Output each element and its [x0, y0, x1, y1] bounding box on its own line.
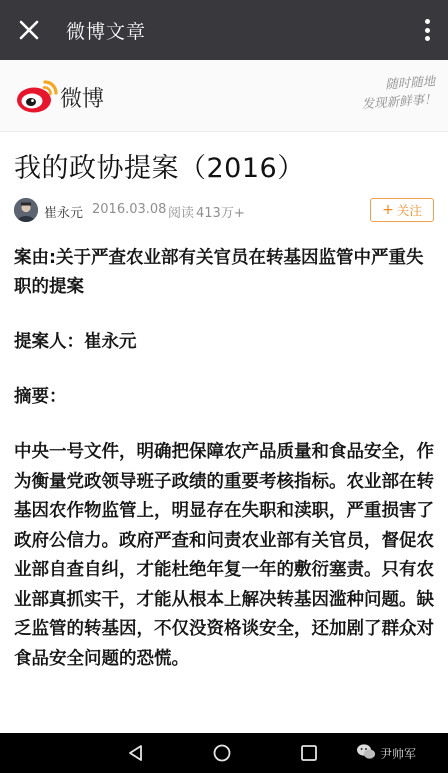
follow-label: 关注: [396, 203, 422, 218]
follow-button[interactable]: [370, 198, 434, 222]
article-body: [14, 244, 438, 674]
slogan-line-1: 随时随地: [384, 73, 436, 92]
case-paragraph: 案由:关于严查农业部有关官员在转基因监管中严重失职的提案: [14, 248, 424, 297]
publish-date: 2016.03.08: [92, 202, 167, 217]
abstract-heading: 摘要：: [14, 387, 67, 407]
slogan-line-2: 发现新鲜事！: [361, 91, 437, 112]
close-icon[interactable]: [14, 15, 44, 45]
wechat-icon: [356, 743, 376, 761]
plus-icon: +: [382, 202, 394, 218]
app-bar-title: 微博文章: [66, 21, 147, 43]
recent-square-icon[interactable]: [300, 744, 318, 762]
watermark-text: 尹帅军: [380, 747, 417, 761]
weibo-brand-header: [0, 60, 448, 132]
article-title: 我的政协提案（2016）: [14, 153, 305, 184]
back-triangle-icon[interactable]: [126, 743, 146, 763]
system-nav-bar: [0, 733, 448, 773]
app-bar: [0, 0, 448, 60]
author-name[interactable]: 崔永元: [44, 206, 84, 221]
weibo-logo-icon: [14, 76, 60, 116]
avatar[interactable]: [14, 198, 38, 222]
home-circle-icon[interactable]: [212, 743, 232, 763]
brand-slogan: [325, 72, 437, 116]
abstract-paragraph: 中央一号文件，明确把保障农产品质量和食品安全，作为衡量党政领导班子政绩的重要考核指标。农业部在转基因农作物监管上，明显存在失职和渎职，严重损害了政府公信力。政府严查和问责农业部有关官员，督促农业部自查自纠，才能杜绝年复一年的敷衍塞责。只有农业部真抓实干，才能从根本上解决转基因滥种问题。缺乏监管的转基因，不仅没资格谈安全，还加剧了群众对食品安全问题的恐慌。: [14, 442, 434, 669]
reads-label: 阅读: [168, 206, 195, 221]
reads-count: 413万+: [196, 206, 245, 221]
more-vertical-icon[interactable]: [420, 15, 434, 45]
brand-name: 微博: [60, 87, 105, 112]
proposer-paragraph: 提案人：崔永元: [14, 332, 137, 352]
